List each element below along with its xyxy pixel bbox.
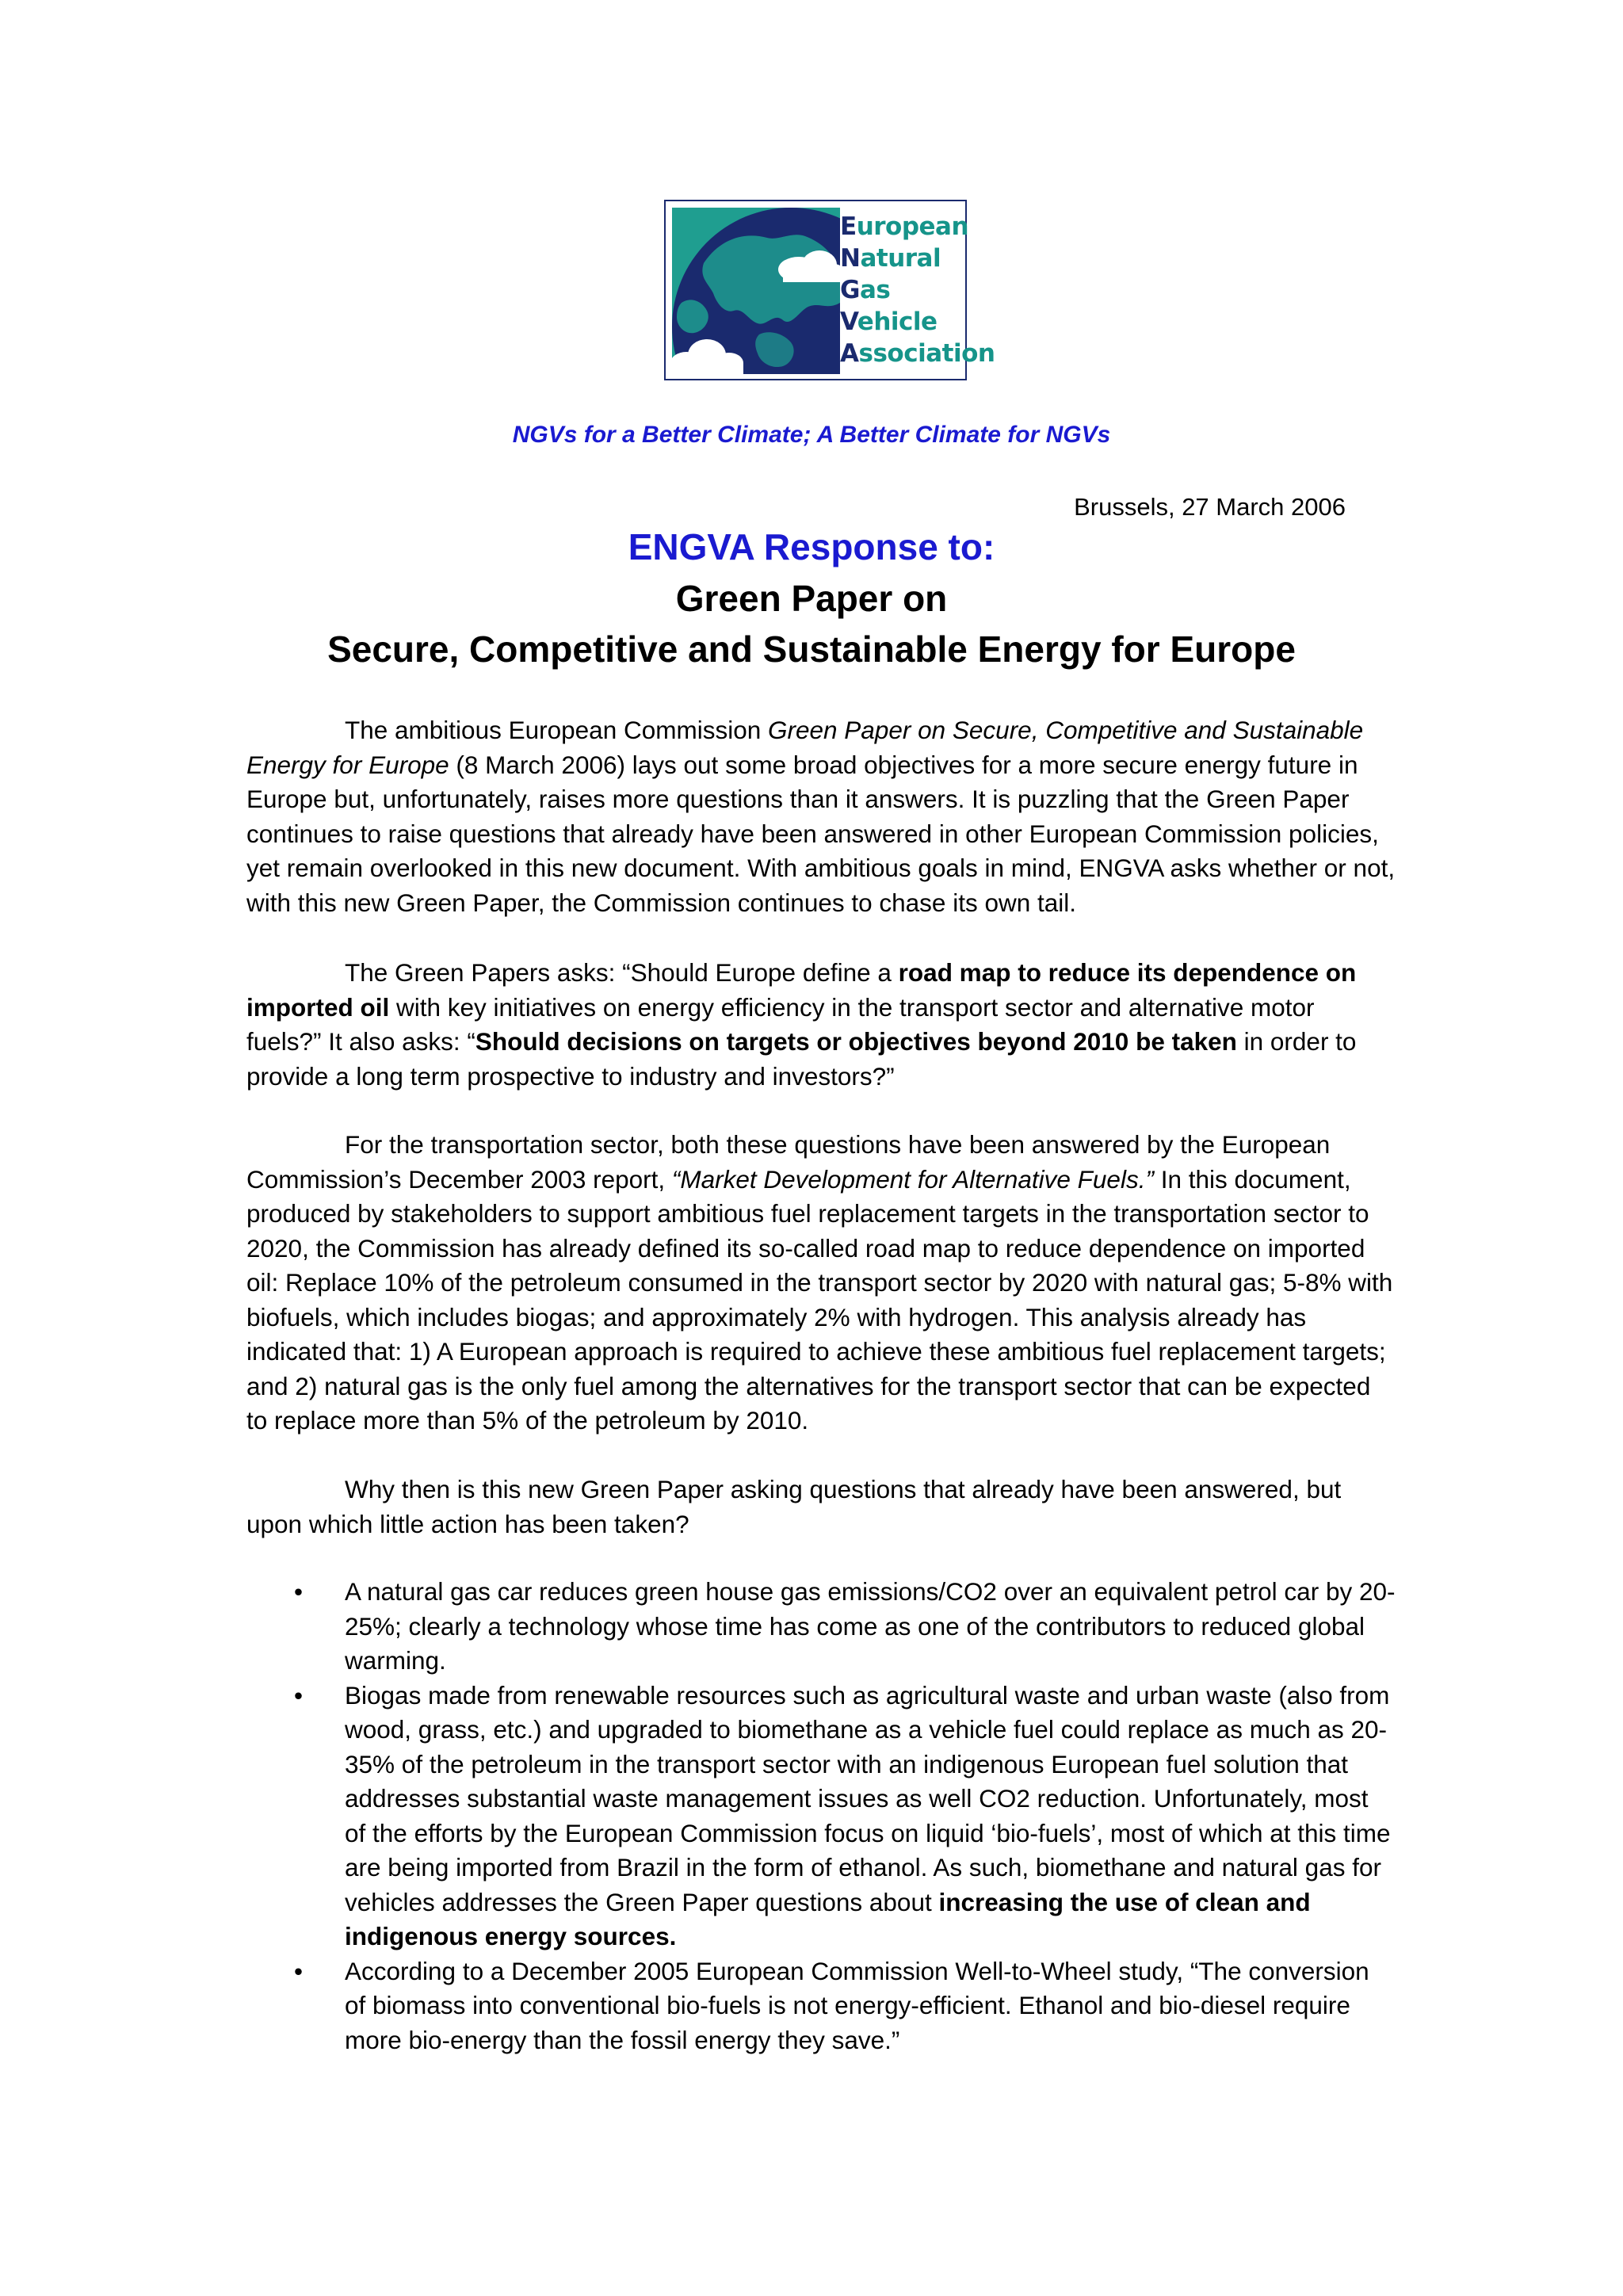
p1-green-paper-title: Green Paper on Secure, Competitive and Sustainable Energy for Europe — [246, 716, 1364, 779]
p3-text-a: For the transportation sector, both these questions have been answered by the European Commission’s December 2003 report, — [246, 1130, 1331, 1194]
bullet-item-1 — [246, 1575, 1396, 1679]
bullet-text-2a: Biogas made from renewable resources such as agricultural waste and urban waste (also from wood, grass, etc.) and upgraded to biomethane as a vehicle fuel could replace as much as 20-35% of the petroleum in the transport sector with an indigenous European fuel solution that addresses substantial waste management issues as well CO2 reduction. Unfortunately, most of the efforts by the European Commission focus on liquid ‘bio-fuels’, most of which at this time are being imported from Brazil in the form of ethanol. As such, biomethane and natural gas for vehicles addresses the Green Paper questions about — [345, 1680, 1391, 1916]
paragraph-why: Why then is this new Green Paper asking questions that already have been answered, but upon which little action has been taken? — [246, 1475, 1342, 1538]
p2-targets-emphasis: Should decisions on targets or objectives beyond 2010 be taken — [475, 1027, 1237, 1056]
heading-green-paper: Green Paper on — [675, 578, 948, 619]
logo-initial-5: A — [840, 339, 859, 368]
bullet-list — [246, 1575, 1396, 2057]
heading-response: ENGVA Response to: — [628, 526, 995, 567]
p2-road-map-emphasis: road map to reduce its dependence on imported oil — [246, 958, 1357, 1022]
p2-text-a: The Green Papers asks: “Should Europe define a — [345, 958, 899, 987]
logo-wordmark — [840, 211, 995, 369]
dateline: Brussels, 27 March 2006 — [1074, 493, 1346, 521]
engva-logo — [664, 200, 995, 380]
logo-initial-4: V — [840, 308, 857, 336]
bullet-marker-3: • — [294, 1956, 304, 1985]
bullet-marker-1: • — [294, 1577, 304, 1606]
p3-text-c: In this document, produced by stakeholders to support ambitious fuel replacement targets in the transportation sector to 2020, the Commission has already defined its so-called road map to reduce dependence on imported oil: Replace 10% of the petroleum consumed in the transport sector by 2020 with natural gas; 5-8% with biofuels, which includes biogas; and approximately 2% with hydrogen. This analysis already has indicated that: 1) A European approach is required to achieve these ambitious fuel replacement targets; and 2) natural gas is the only fuel among the alternatives for the transport sector that can be expected to replace more than 5% of the petroleum by 2010. — [246, 1164, 1393, 1435]
globe-icon — [672, 208, 840, 374]
logo-rest-5: ssociation — [858, 339, 995, 368]
bullet-text-3: According to a December 2005 European Commission Well-to-Wheel study, “The conversion of biomass into conventional bio-fuels is not energy-efficient. Ethanol and bio-diesel require more bio-energy than the fossil energy they save.” — [345, 1956, 1369, 2054]
tagline: NGVs for a Better Climate; A Better Climate for NGVs — [512, 422, 1111, 448]
bullet-text-2-emphasis: increasing the use of clean and indigenous energy sources. — [345, 1887, 1311, 1950]
p2-text-e: in order to provide a long term prospective to industry and investors?” — [246, 1027, 1357, 1091]
logo-word-1 — [840, 211, 969, 243]
bullet-item-2 — [246, 1679, 1396, 1954]
paragraph-questions — [246, 956, 1396, 1094]
p3-report-title: “Market Development for Alternative Fuels.” — [671, 1164, 1154, 1194]
bullet-item-3 — [246, 1954, 1396, 2058]
logo-initial-2: N — [840, 244, 861, 273]
logo-rest-1: uropean — [856, 212, 969, 241]
logo-initial-1: E — [840, 212, 857, 241]
logo-word-4 — [840, 306, 964, 338]
bullet-text-1: A natural gas car reduces green house gas emissions/CO2 over an equivalent petrol car by 20-25%; clearly a technology whose time has come as one of the contributors to reduced global warming. — [345, 1577, 1396, 1675]
logo-initial-3: G — [840, 276, 860, 304]
logo-word-2 — [840, 243, 964, 274]
logo-rest-2: atural — [860, 244, 941, 273]
logo-rest-4: ehicle — [857, 308, 938, 336]
p1-text-a: The ambitious European Commission — [345, 716, 768, 744]
logo-word-5 — [840, 338, 995, 369]
bullet-marker-2: • — [294, 1680, 304, 1710]
p1-text-c: (8 March 2006) lays out some broad objectives for a more secure energy future in Europe but, unfortunately, raises more questions than it answers. It is puzzling that the Green Paper continues to raise questions that already have been answered in other European Commission policies, yet remain overlooked in this new document. With ambitious goals in mind, ENGVA asks whether or not, with this new Green Paper, the Commission continues to chase its own tail. — [246, 750, 1396, 917]
logo-word-3 — [840, 274, 964, 306]
logo-rest-3: as — [859, 276, 891, 304]
p2-text-c: with key initiatives on energy efficiency in the transport sector and alternative motor fuels?” It also asks: “ — [246, 992, 1315, 1056]
paragraph-intro — [246, 713, 1396, 920]
logo-inner — [672, 208, 995, 374]
paragraph-transport-sector — [246, 1128, 1396, 1438]
heading-subtitle: Secure, Competitive and Sustainable Energy for Europe — [327, 628, 1296, 670]
